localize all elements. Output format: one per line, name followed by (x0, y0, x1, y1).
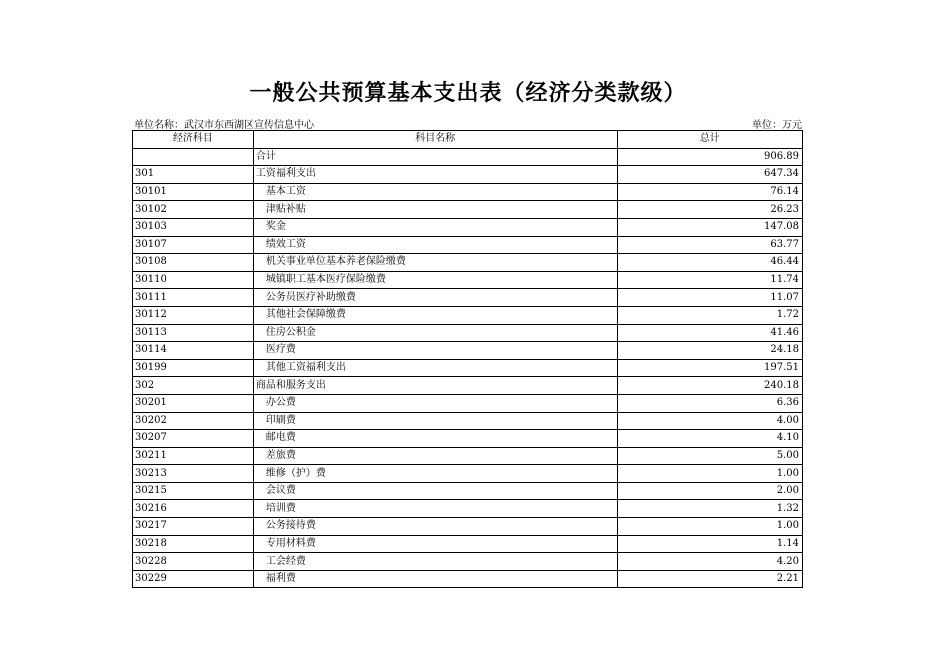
table-row (133, 500, 803, 518)
header-total: 总计 (617, 131, 802, 149)
document-title: 一般公共预算基本支出表（经济分类款级） (249, 81, 687, 106)
cell-total: 63.77 (617, 236, 802, 254)
cell-total: 24.18 (617, 342, 802, 360)
cell-code: 30107 (133, 236, 254, 254)
table-row (133, 236, 803, 254)
table-row (133, 359, 803, 377)
table-row (133, 342, 803, 360)
table-row (133, 377, 803, 395)
cell-name: 住房公积金 (253, 324, 617, 342)
cell-name: 工会经费 (253, 553, 617, 571)
cell-code: 30114 (133, 342, 254, 360)
cell-name: 印刷费 (253, 412, 617, 430)
cell-total: 1.00 (617, 465, 802, 483)
cell-name: 机关事业单位基本养老保险缴费 (253, 254, 617, 272)
table-row (133, 324, 803, 342)
cell-total: 1.72 (617, 306, 802, 324)
table-row (133, 166, 803, 184)
cell-code: 30112 (133, 306, 254, 324)
unit-label: 单位：万元 (752, 120, 802, 131)
cell-name: 其他社会保障缴费 (253, 306, 617, 324)
cell-name: 会议费 (253, 482, 617, 500)
cell-total: 11.07 (617, 289, 802, 307)
cell-name: 工资福利支出 (253, 166, 617, 184)
cell-code: 30102 (133, 201, 254, 219)
cell-code: 30113 (133, 324, 254, 342)
cell-code: 30217 (133, 518, 254, 536)
cell-code: 301 (133, 166, 254, 184)
table-header-row (133, 131, 803, 149)
cell-total: 26.23 (617, 201, 802, 219)
table-body (133, 148, 803, 588)
cell-total: 1.00 (617, 518, 802, 536)
cell-name: 医疗费 (253, 342, 617, 360)
table-row (133, 553, 803, 571)
cell-name: 福利费 (253, 570, 617, 588)
cell-total: 240.18 (617, 377, 802, 395)
cell-total: 2.00 (617, 482, 802, 500)
table-row (133, 430, 803, 448)
cell-name: 专用材料费 (253, 535, 617, 553)
cell-name: 其他工资福利支出 (253, 359, 617, 377)
table-row (133, 535, 803, 553)
cell-total: 1.14 (617, 535, 802, 553)
cell-total: 197.51 (617, 359, 802, 377)
cell-total: 6.36 (617, 394, 802, 412)
table-row (133, 412, 803, 430)
cell-code: 30211 (133, 447, 254, 465)
cell-name: 基本工资 (253, 183, 617, 201)
cell-total: 647.34 (617, 166, 802, 184)
table-row (133, 271, 803, 289)
cell-code: 30110 (133, 271, 254, 289)
cell-name: 差旅费 (253, 447, 617, 465)
table-row (133, 465, 803, 483)
cell-code: 30201 (133, 394, 254, 412)
cell-name: 绩效工资 (253, 236, 617, 254)
cell-name: 公务接待费 (253, 518, 617, 536)
cell-name: 合计 (253, 148, 617, 166)
cell-name: 津贴补贴 (253, 201, 617, 219)
cell-total: 41.46 (617, 324, 802, 342)
cell-code: 302 (133, 377, 254, 395)
cell-code: 30202 (133, 412, 254, 430)
cell-code: 30101 (133, 183, 254, 201)
cell-name: 城镇职工基本医疗保险缴费 (253, 271, 617, 289)
table-row (133, 183, 803, 201)
table-row (133, 518, 803, 536)
cell-code: 30228 (133, 553, 254, 571)
table-row (133, 570, 803, 588)
cell-total: 5.00 (617, 447, 802, 465)
cell-total: 4.20 (617, 553, 802, 571)
cell-total: 4.10 (617, 430, 802, 448)
cell-name: 办公费 (253, 394, 617, 412)
cell-code: 30213 (133, 465, 254, 483)
header-economic-code: 经济科目 (133, 131, 254, 149)
cell-total: 1.32 (617, 500, 802, 518)
cell-code: 30111 (133, 289, 254, 307)
table-row (133, 289, 803, 307)
cell-total: 11.74 (617, 271, 802, 289)
unit-name-label: 单位名称：武汉市东西湖区宣传信息中心 (134, 120, 314, 131)
cell-code: 30229 (133, 570, 254, 588)
table-row (133, 306, 803, 324)
cell-total: 2.21 (617, 570, 802, 588)
cell-name: 公务员医疗补助缴费 (253, 289, 617, 307)
cell-total: 76.14 (617, 183, 802, 201)
table-row (133, 201, 803, 219)
table-row (133, 447, 803, 465)
cell-code: 30199 (133, 359, 254, 377)
table-row (133, 482, 803, 500)
cell-code: 30207 (133, 430, 254, 448)
cell-total: 147.08 (617, 218, 802, 236)
cell-code: 30103 (133, 218, 254, 236)
cell-name: 培训费 (253, 500, 617, 518)
table-row (133, 218, 803, 236)
table-row (133, 148, 803, 166)
cell-name: 维修（护）费 (253, 465, 617, 483)
header-item-name: 科目名称 (253, 131, 617, 149)
cell-code: 30215 (133, 482, 254, 500)
cell-code (133, 148, 254, 166)
cell-name: 商品和服务支出 (253, 377, 617, 395)
cell-total: 46.44 (617, 254, 802, 272)
cell-name: 奖金 (253, 218, 617, 236)
cell-total: 4.00 (617, 412, 802, 430)
budget-table (132, 130, 803, 588)
cell-total: 906.89 (617, 148, 802, 166)
cell-code: 30108 (133, 254, 254, 272)
cell-name: 邮电费 (253, 430, 617, 448)
cell-code: 30218 (133, 535, 254, 553)
cell-code: 30216 (133, 500, 254, 518)
table-row (133, 254, 803, 272)
table-row (133, 394, 803, 412)
